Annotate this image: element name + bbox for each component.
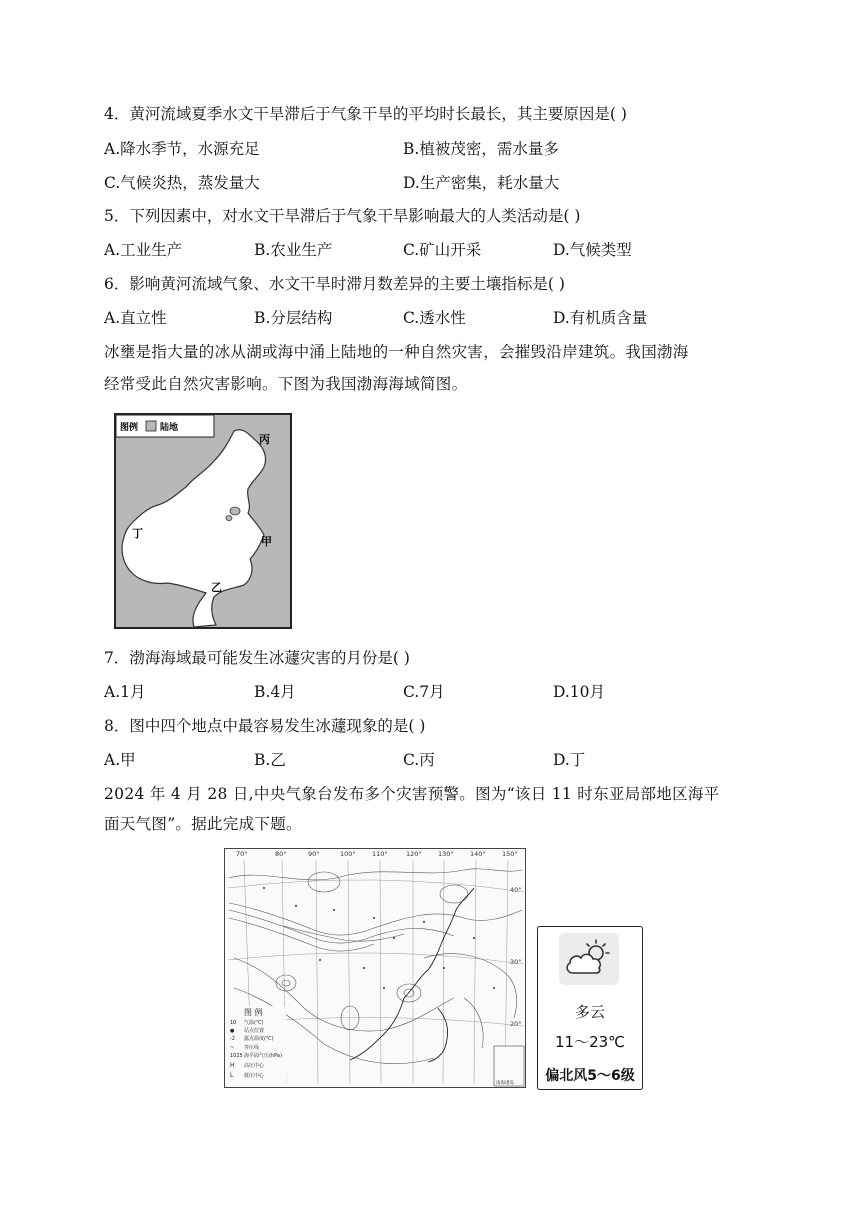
passage-2-line-2: 面天气图”。据此完成下题。 <box>104 815 302 833</box>
q6-option-c: C.透水性 <box>403 309 466 327</box>
legend-item-dewpoint: 露点温度(℃) <box>244 1036 274 1042</box>
legend-symbol-pressure: 1025 <box>230 1053 243 1059</box>
lat-label-20: 20° <box>510 1020 522 1028</box>
legend-item-temp: 气温(℃) <box>244 1020 264 1026</box>
q8-option-c: C.丙 <box>403 751 435 769</box>
lon-label-100: 100° <box>340 850 356 858</box>
q5-option-d: D.气候类型 <box>553 241 632 259</box>
q4-option-b: B.植被茂密，需水量多 <box>403 140 559 158</box>
legend-item-low: 低压中心 <box>244 1073 265 1079</box>
q4-option-a: A.降水季节，水源充足 <box>104 140 260 158</box>
weather-map-legend <box>228 1006 286 1086</box>
q7-option-a: A.1月 <box>104 683 146 701</box>
legend-symbol-temp: 10 <box>230 1020 237 1026</box>
legend-symbol-dewpoint: -2 <box>230 1036 235 1042</box>
lon-label-120: 120° <box>406 850 422 858</box>
lon-label-90: 90° <box>308 850 320 858</box>
q8-option-a: A.甲 <box>104 751 136 769</box>
passage-1-line-1: 冰壅是指大量的冰从湖或海中涌上陆地的一种自然灾害，会摧毁沿岸建筑。我国渤海 <box>104 343 689 361</box>
bohai-sea-map <box>114 413 292 629</box>
question-5-stem: 5．下列因素中，对水文干旱滞后于气象干旱影响最大的人类活动是( ) <box>104 207 581 225</box>
q7-option-d: D.10月 <box>553 683 606 701</box>
legend-item-station: 站点位置 <box>244 1028 265 1034</box>
question-7-stem: 7．渤海海域最可能发生冰蘧灾害的月份是( ) <box>104 649 410 667</box>
q4-option-d: D.生产密集，耗水量大 <box>403 174 560 192</box>
q7-option-c: C.7月 <box>403 683 445 701</box>
weather-map <box>224 848 526 1088</box>
label-bing: 丙 <box>259 433 270 446</box>
legend-symbol-isobar: ~ <box>230 1045 235 1051</box>
label-ding: 丁 <box>132 527 143 540</box>
lon-label-110: 110° <box>372 850 388 858</box>
legend-symbol-high: H <box>230 1062 235 1069</box>
legend-item-pressure: 海平面气压(hPa) <box>244 1053 282 1059</box>
legend-item-isobar: 等压线 <box>244 1045 260 1051</box>
q8-option-b: B.乙 <box>254 751 286 769</box>
forecast-wind: 偏北风5～6级 <box>545 1068 635 1084</box>
lon-label-150: 150° <box>502 850 518 858</box>
lon-label-130: 130° <box>438 850 454 858</box>
question-8-stem: 8．图中四个地点中最容易发生冰蘧现象的是( ) <box>104 717 426 735</box>
q6-option-a: A.直立性 <box>104 309 167 327</box>
forecast-condition: 多云 <box>574 1003 605 1021</box>
map-legend-title: 图例 <box>120 423 139 433</box>
q6-option-d: D.有机质含量 <box>553 309 648 327</box>
lat-label-40: 40° <box>510 886 522 894</box>
label-jia: 甲 <box>261 535 272 548</box>
lon-label-80: 80° <box>275 850 287 858</box>
q5-option-a: A.工业生产 <box>104 241 183 259</box>
question-6-stem: 6．影响黄河流域气象、水文干旱时滞月数差异的主要土壤指标是( ) <box>104 275 565 293</box>
passage-1-line-2: 经常受此自然灾害影响。下图为我国渤海海域简图。 <box>104 375 468 393</box>
forecast-card <box>537 926 643 1090</box>
passage-2-line-1: 2024 年 4 月 28 日,中央气象台发布多个灾害预警。图为“该日 11 时东亚局部地区海平 <box>104 785 720 803</box>
weather-legend-title: 图 例 <box>244 1008 263 1017</box>
legend-land-swatch <box>146 421 156 431</box>
q5-option-b: B.农业生产 <box>254 241 333 259</box>
q6-option-b: B.分层结构 <box>254 309 333 327</box>
inset-label: 南海诸岛 <box>496 1081 514 1086</box>
q7-option-b: B.4月 <box>254 683 296 701</box>
legend-symbol-station: ● <box>230 1028 235 1034</box>
legend-symbol-low: L <box>230 1072 234 1079</box>
q8-option-d: D.丁 <box>553 751 586 769</box>
question-4-stem: 4．黄河流域夏季水文干旱滞后于气象干旱的平均时长最长，其主要原因是( ) <box>104 105 627 123</box>
forecast-temperature: 11～23℃ <box>554 1033 626 1051</box>
q4-option-c: C.气候炎热，蒸发量大 <box>104 174 260 192</box>
lon-label-70: 70° <box>236 850 248 858</box>
map-legend-land: 陆地 <box>160 423 179 433</box>
q5-option-c: C.矿山开采 <box>403 241 482 259</box>
lon-label-140: 140° <box>470 850 486 858</box>
lat-label-30: 30° <box>510 958 522 966</box>
legend-item-high: 高压中心 <box>244 1063 265 1069</box>
partly-cloudy-icon <box>559 933 619 985</box>
label-yi: 乙 <box>211 581 222 594</box>
